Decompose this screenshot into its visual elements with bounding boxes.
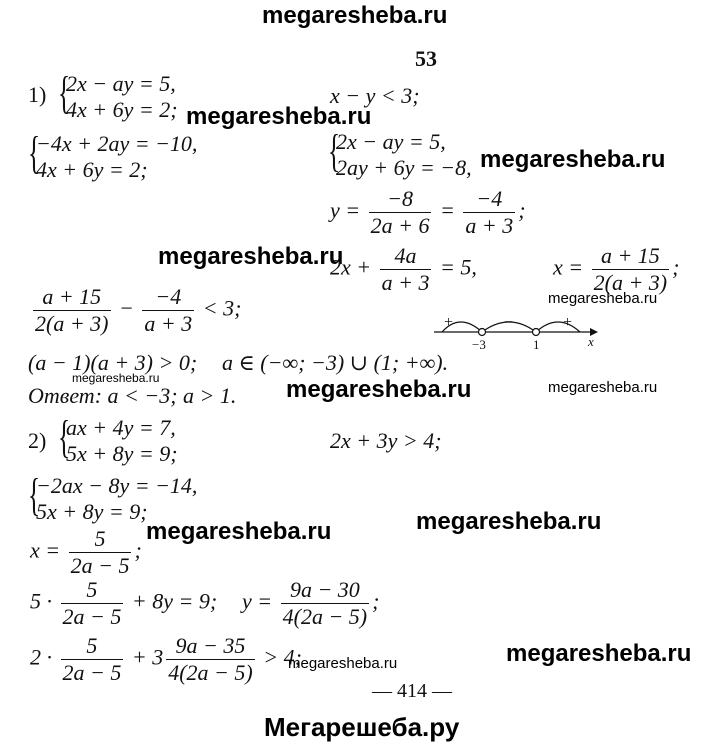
brace: { (28, 127, 41, 178)
brace: { (28, 469, 41, 520)
watermark: megaresheba.ru (548, 379, 658, 396)
sign-chart (432, 308, 602, 356)
sign-plus-left: + (444, 314, 454, 331)
watermark: megaresheba.ru (548, 290, 658, 307)
watermark: megaresheba.ru (288, 655, 398, 672)
task-number: 53 (415, 46, 437, 71)
watermark: megaresheba.ru (480, 146, 666, 173)
watermark: megaresheba.ru (146, 518, 332, 545)
brace: { (58, 411, 71, 462)
point-1: 1 (533, 337, 540, 352)
part2-condition: 2x + 3y > 4; (330, 428, 442, 453)
part2-equation: 5 · $\frac{5}{2a - 5}$ + 8y = 9; (30, 577, 218, 629)
axis-label: x (588, 334, 594, 349)
part2-system1-line1: ax + 4y = 7, (66, 415, 176, 440)
part1-system1-line1: 2x − ay = 5, (66, 71, 176, 96)
watermark: megaresheba.ru (506, 640, 692, 667)
brace: { (58, 67, 71, 118)
brace: { (328, 125, 341, 176)
part2-label: 2) (28, 428, 47, 453)
part2-x-expression: x = $\frac{5}{2a - 5}$ ; (30, 526, 142, 578)
part2-system2-line1: −2ax − 8y = −14, (36, 473, 198, 498)
header-watermark: megaresheba.ru (262, 2, 448, 29)
part1-system3-line2: 2ay + 6y = −8, (336, 155, 472, 180)
part1-system3-line1: 2x − ay = 5, (336, 129, 446, 154)
part1-label: 1) (28, 82, 47, 107)
watermark: megaresheba.ru (286, 376, 472, 403)
part1-interval: a ∈ (−∞; −3) ∪ (1; +∞). (222, 350, 449, 375)
footer-watermark: Мегарешеба.ру (264, 712, 460, 742)
part2-final-inequality: 2 · $\frac{5}{2a - 5}$ + 3 $\frac{9a - 35}{4(2a - 5)}$ > 4; (30, 633, 302, 685)
part1-system1-line2: 4x + 6y = 2; (66, 97, 178, 122)
part2-y-expression: y = $\frac{9a - 30}{4(2a - 5)}$ ; (242, 577, 380, 629)
page-number: — 414 — (372, 680, 452, 702)
part1-product: (a − 1)(a + 3) > 0; (28, 350, 198, 375)
part1-system2-line2: 4x + 6y = 2; (36, 157, 148, 182)
part1-condition: x − y < 3; (330, 83, 420, 108)
part1-answer: Ответ: a < −3; a > 1. (28, 383, 237, 408)
part1-system2-line1: −4x + 2ay = −10, (36, 131, 198, 156)
part2-system1-line2: 5x + 8y = 9; (66, 441, 178, 466)
part1-y-expression: y = $\frac{-8}{2a + 6}$ = $\frac{-4}{a + 3}$ ; (330, 186, 526, 238)
point-minus-3: −3 (472, 337, 486, 352)
watermark: megaresheba.ru (416, 508, 602, 535)
watermark: megaresheba.ru (72, 371, 160, 385)
part2-system2-line2: 5x + 8y = 9; (36, 499, 148, 524)
part1-inequality: $\frac{a + 15}{2(a + 3)}$ − $\frac{-4}{a + 3}$ < 3; (35, 284, 242, 336)
part1-x-expression: x = $\frac{a + 15}{2(a + 3)}$ ; (553, 243, 680, 295)
sign-minus: − (504, 314, 514, 331)
watermark: megaresheba.ru (158, 243, 344, 270)
watermark: megaresheba.ru (186, 103, 372, 130)
sign-plus-right: + (563, 314, 573, 331)
part1-x-equation: 2x + $\frac{4a}{a + 3}$ = 5, (330, 243, 477, 295)
